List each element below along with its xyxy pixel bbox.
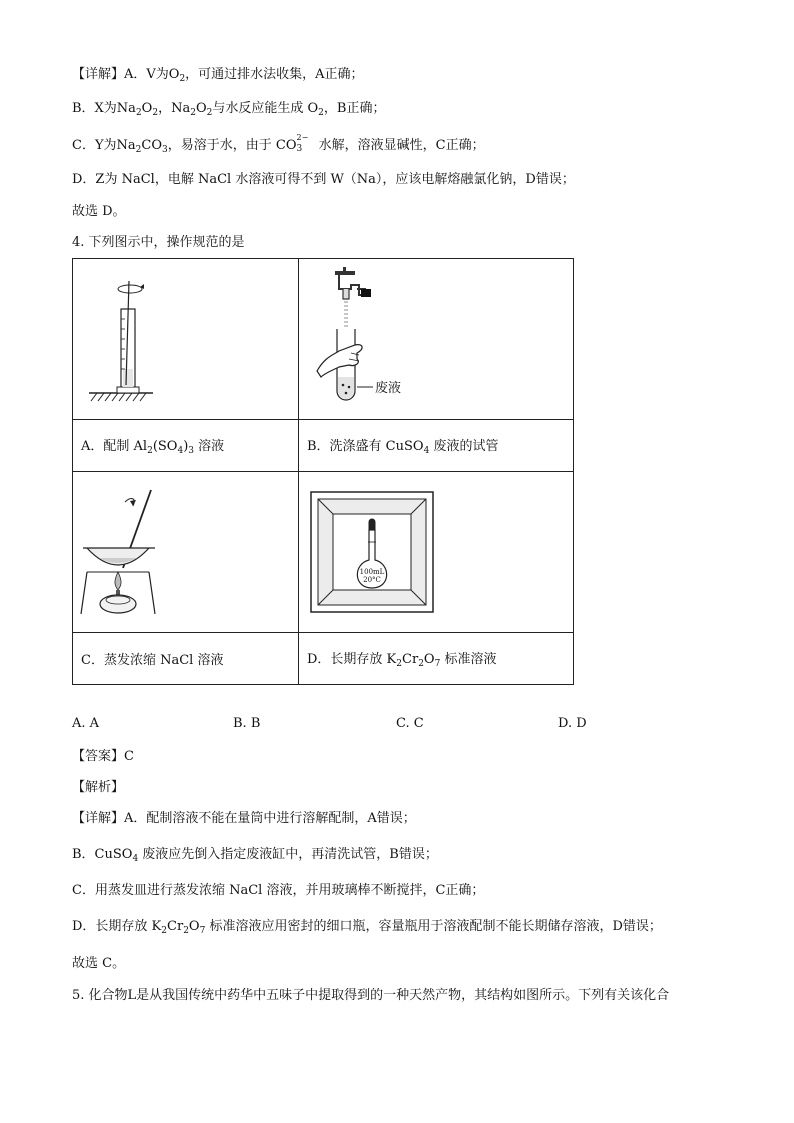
- figure-cell-d: [299, 472, 574, 633]
- explanation-d: D．长期存放 $K_2Cr_2O_7$ 标准溶液应用密封的细口瓶，容量瓶用于溶液配制不能长期储存溶液，D错误；: [72, 919, 662, 936]
- explanation-e: 故选 C。: [72, 956, 126, 971]
- prev-answer-line-d: D．Z为 NaCl，电解 NaCl 水溶液可得不到 W（Na），应该电解熔融氯化钠，D错误；: [72, 172, 575, 187]
- graduated-cylinder-figure: [73, 259, 298, 415]
- evaporating-dish-figure: [73, 472, 298, 628]
- prev-answer-line-a: 【详解】A．V为$O_2$，可通过排水法收集，A正确；: [72, 67, 364, 84]
- explanation-a: 【详解】A．配制溶液不能在量筒中进行溶解配制，A错误；: [72, 811, 416, 826]
- analysis-label: 【解析】: [72, 780, 125, 795]
- caption-a: A．配制 $Al_2(SO_4)_3$ 溶液: [73, 420, 299, 472]
- flask-temperature-label: 20°C: [363, 576, 381, 584]
- question-4-figure-table: [72, 258, 574, 685]
- explanation-b: B．CuSO$_4$ 废液应先倒入指定废液缸中，再清洗试管，B错误；: [72, 847, 438, 864]
- option-d: D. D: [558, 716, 587, 731]
- caption-d: D．长期存放 $K_2Cr_2O_7$ 标准溶液: [299, 633, 574, 685]
- prev-answer-line-e: 故选 D。: [72, 204, 126, 219]
- test-tube-washing-figure: [299, 259, 573, 415]
- answer-line: 【答案】C: [72, 749, 134, 764]
- option-a: A. A: [72, 716, 100, 731]
- flask-volume-label: 100mL: [359, 568, 385, 576]
- option-b: B. B: [233, 716, 261, 731]
- explanation-c: C．用蒸发皿进行蒸发浓缩 NaCl 溶液，并用玻璃棒不断搅拌，C正确；: [72, 883, 485, 898]
- volumetric-flask-figure: [299, 472, 573, 628]
- question-4-stem: 4. 下列图示中，操作规范的是: [72, 235, 245, 250]
- figure-cell-a: [73, 259, 299, 420]
- prev-answer-line-c: C．Y为$Na_2CO_3$，易溶于水，由于 CO 2− 3 水解，溶液显碱性，C正确；: [72, 133, 485, 155]
- figure-cell-b: [299, 259, 574, 420]
- question-5-stem: 5. 化合物L是从我国传统中药华中五味子中提取得到的一种天然产物，其结构如图所示。下列有关该化合: [72, 988, 670, 1003]
- caption-b: B．洗涤盛有 CuSO$_4$ 废液的试管: [299, 420, 574, 472]
- caption-c: C．蒸发浓缩 NaCl 溶液: [73, 633, 299, 685]
- figure-cell-c: [73, 472, 299, 633]
- option-c: C. C: [396, 716, 424, 731]
- waste-liquid-label: 废液: [375, 381, 402, 396]
- prev-answer-line-b: B．X为$Na_2O_2$，$Na_2O_2$与水反应能生成 $O_2$，B正确；: [72, 101, 386, 118]
